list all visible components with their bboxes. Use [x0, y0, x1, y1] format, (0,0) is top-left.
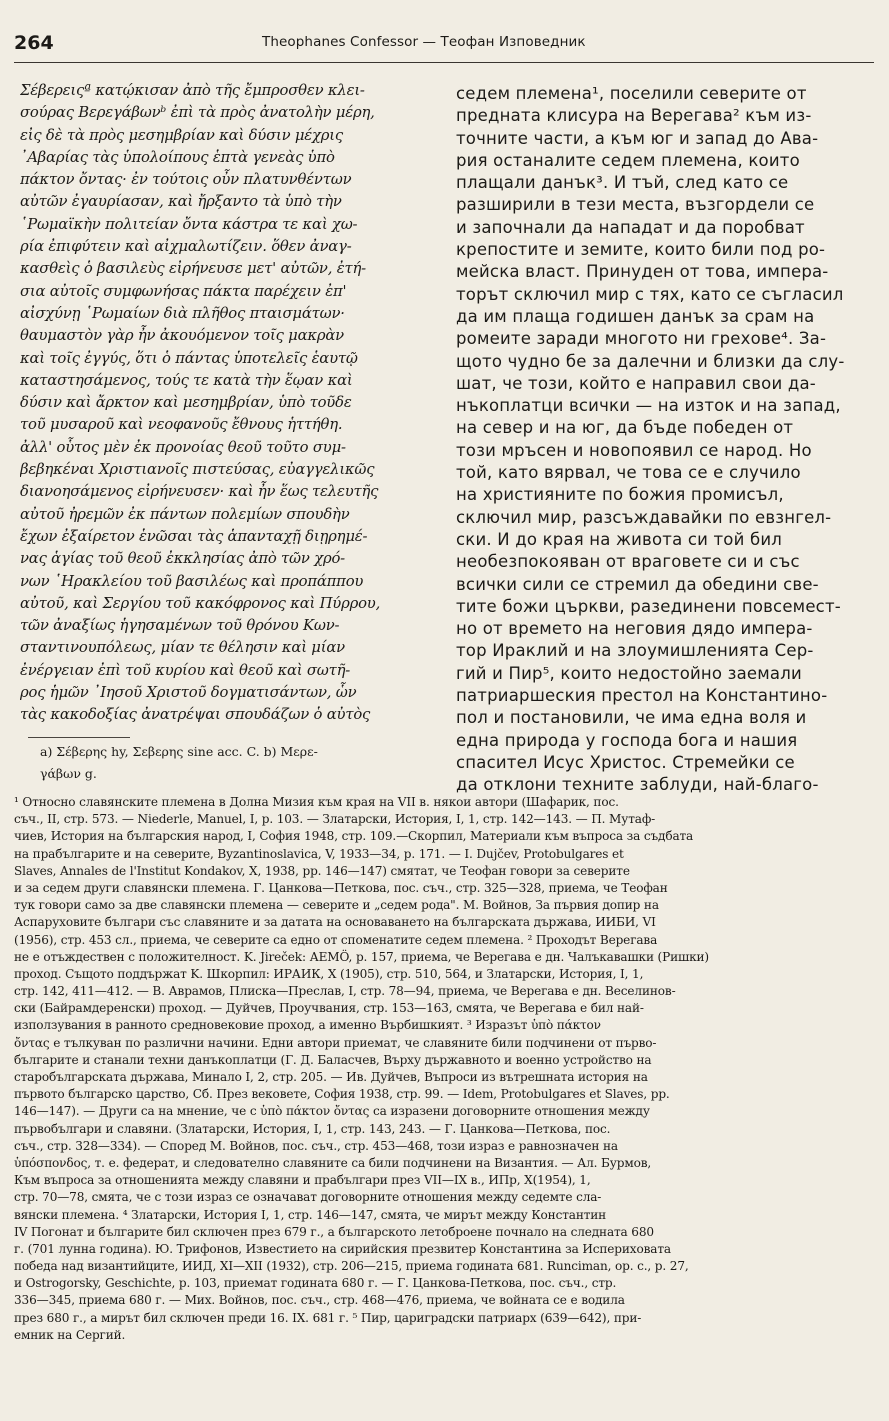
footnote-line: тук говори само за две славянски племена — северите и „седем рода". М. Войнов, За първия допир на	[14, 898, 659, 913]
bulgarian-text-line: точните части, а към юг и запад до Ава-	[456, 128, 819, 148]
page-number: 264	[14, 32, 54, 54]
bulgarian-text-line: и започнали да нападат и да поробват	[456, 217, 805, 237]
bulgarian-text-line: една природа у господа бога и нашия	[456, 730, 798, 750]
greek-text-line: τὰς κακοδοξίας ἀνατρέψαι σπουδάζων ὁ αὐτὸς	[20, 706, 371, 724]
footnote-line: (1956), стр. 453 сл., приема, че северите са едно от споменатите седем племена. ² Проходът Верегава	[14, 932, 658, 947]
bulgarian-text-line: сключил мир, разсъждавайки по евзнгел-	[456, 507, 832, 527]
footnote-line: използувания в ранното средновековие проход, а именно Върбишкият. ³ Изразът ὑπὸ πάκτον	[14, 1018, 601, 1033]
greek-text-line: βεβηκέναι Χριστιανοῖς πιστεύσας, εὐαγγελικῶς	[20, 461, 375, 479]
footnote-line: старобългарската държава, Минало I, 2, стр. 205. — Ив. Дуйчев, Въпроси из вътрешната история на	[14, 1070, 648, 1084]
greek-text-line: τοῦ μυσαροῦ καὶ νεοφανοῦς ἔθνους ἡττήθη.	[20, 416, 343, 434]
bulgarian-text-line: крепостите и земите, които били под ро-	[456, 240, 826, 260]
footnote-line: и за седем други славянски племена. Г. Цанкова—Петкова, пос. съч., стр. 325—328, приема, че Теофан	[14, 880, 668, 895]
greek-text-line: ἐνέργειαν ἐπὶ τοῦ κυρίου καὶ θεοῦ καὶ σωτῆ-	[20, 661, 351, 679]
footnote-line: чиев, История на българския народ, I, София 1948, стр. 109.—Скорпил, Материали към въпроса за съдбата	[14, 829, 694, 844]
greek-text-line: ῾Ρωμαϊκὴν πολιτείαν ὄντα κάστρα τε καὶ χω-	[20, 215, 358, 233]
greek-text-line: σια αὐτοῖς συμφωνήσας πάκτα παρέχειν ἐπ'	[20, 282, 347, 300]
footnote-line: победа над византийците, ИИД, XI—XII (1932), стр. 206—215, приема годината 681. Runciman, op. c., p. 27,	[14, 1259, 689, 1274]
greek-text-line: σούρας Βερεγάβωνᵇ ἐπὶ τὰ πρὸς ἀνατολὴν μέρη,	[20, 104, 375, 122]
bulgarian-text-line: спасител Исус Христос. Стремейки се	[456, 752, 795, 772]
bulgarian-text-line: на север и на юг, да бъде победен от	[456, 418, 794, 438]
footnote-line: първото българско царство, Сб. През вековете, София 1938, стр. 99. — Idem, Protobulgares et Slaves, pp.	[14, 1087, 670, 1102]
footnote-line: на прабългарите и на северите, Byzantinoslavica, V, 1933—34, p. 171. — I. Dujčev, Protobulgares et	[14, 846, 624, 861]
bulgarian-translation-column	[456, 83, 880, 797]
greek-text-line: αἰσχύνῃ ῾Ρωμαίων διὰ πλῆθος πταισμάτων·	[20, 304, 345, 322]
footnote-line: стр. 142, 411—412. — В. Аврамов, Плиска—Преслав, I, стр. 78—94, приема, че Верегава е дн. Веселинов-	[14, 984, 676, 999]
footnote-line: ски (Байрамдеренски) проход. — Дуйчев, Проучвания, стр. 153—163, смята, че Верегава е бил най-	[14, 1001, 644, 1016]
bulgarian-text-line: нъкоплатци всички — на изток и на запад,	[456, 396, 841, 416]
greek-text-line: ρος ἡμῶν ᾿Ιησοῦ Χριστοῦ δογματισάντων, ὧν	[20, 684, 357, 702]
greek-text-column	[20, 80, 443, 727]
footnote-line: през 680 г., а мирът бил сключен преди 16. IX. 681 г. ⁵ Пир, цариградски патриарх (639—642), при-	[14, 1310, 642, 1325]
footnote-line: 146—147). — Други са на мнение, че с ὑπὸ πάκτον ὄντας са изразени договорните отношения между	[14, 1104, 650, 1119]
greek-text-line: νων ῾Ηρακλείου τοῦ βασιλέως καὶ προπάππου	[20, 572, 364, 590]
footnote-line: Slaves, Annales de l'Institut Kondakov, X, 1938, pp. 146—147) смятат, че Теофан говори за северите	[14, 863, 630, 878]
bulgarian-text-line: патриаршеския престол на Константино-	[456, 686, 828, 706]
footnote-line: ¹ Относно славянските племена в Долна Мизия към края на VII в. някои автори (Шафарик, пос.	[14, 795, 619, 809]
bulgarian-text-line: гий и Пир⁵, които недостойно заемали	[456, 663, 802, 683]
apparatus-divider	[28, 737, 130, 738]
greek-text-line: πάκτον ὄντας· ἐν τούτοις οὖν πλατυνθέντων	[20, 171, 352, 189]
greek-text-line: καὶ τοῖς ἐγγύς, ὅτι ὁ πάντας ὑποτελεῖς ἑαυτῷ	[20, 349, 358, 367]
footnote-line: не е отъждествен с положителност. K. Jireček: АЕМÖ, p. 157, приема, че Верегава е дн. Чалъкавашки (Ришки)	[14, 949, 709, 964]
bulgarian-text-line: мейска власт. Принуден от това, импера-	[456, 262, 829, 282]
bulgarian-text-line: да им плаща годишен данък за срам на	[456, 306, 815, 326]
critical-apparatus	[40, 741, 440, 784]
bulgarian-text-line: необезпокояван от враговете си и със	[456, 552, 800, 572]
bulgarian-text-line: пол и постановили, че има една воля и	[456, 708, 807, 728]
footnote-line: и Ostrogorsky, Geschichte, p. 103, приемат годината 680 г. — Г. Цанкова-Петкова, пос. съч., стр.	[14, 1276, 617, 1291]
greek-text-line: ἀλλ' οὗτος μὲν ἐκ προνοίας θεοῦ τοῦτο συμ-	[20, 438, 346, 456]
footnote-line: ὑπόσπονδος, т. е. федерат, и следователно славяните са били подчинени на Византия. — Ал. Бурмов,	[14, 1155, 652, 1170]
footnote-line: ὄντας е тълкуван по различни начини. Едни автори приемат, че славяните били подчинени от първо-	[14, 1035, 657, 1050]
footnote-line: Към въпроса за отношенията между славяни и прабългари през VII—IX в., ИПр, X(1954), 1,	[14, 1173, 591, 1188]
footnote-line: стр. 70—78, смята, че с този израз се означават договорните отношения между седемте сла-	[14, 1190, 602, 1205]
bulgarian-text-line: тите божи църкви, разединени повсемест-	[456, 596, 841, 616]
bulgarian-text-line: ски. И до края на живота си той бил	[456, 529, 782, 549]
bulgarian-text-line: предната клисура на Верегава² към из-	[456, 106, 812, 126]
footnote-line: първобългари и славяни. (Златарски, История, I, 1, стр. 143, 243. — Г. Цанкова—Петкова, пос.	[14, 1121, 611, 1136]
footnote-line: съч., стр. 328—334). — Според М. Войнов, пос. съч., стр. 453—468, този израз е равнозначен на	[14, 1138, 618, 1153]
footnotes	[14, 794, 876, 1344]
greek-text-line: αὐτοῦ ἠρεμῶν ἐκ πάντων πολεμίων σπουδὴν	[20, 505, 350, 523]
bulgarian-text-line: на християните по божия промисъл,	[456, 485, 784, 505]
footnote-line: българите и станали техни данъкоплатци (Г. Д. Баласчев, Върху държавното и военно устройство на	[14, 1052, 652, 1067]
page-header	[14, 32, 874, 63]
bulgarian-text-line: плащали данък³. И тъй, след като се	[456, 173, 789, 193]
greek-text-line: σταντινουπόλεως, μίαν τε θέλησιν καὶ μίαν	[20, 639, 345, 657]
apparatus-line: a) Σέβερης hy, Σεβερης sine acc. C. b) Μερε-	[40, 744, 318, 759]
footnote-line: вянски племена. ⁴ Златарски, История I, 1, стр. 146—147, смята, че мирът между Константин	[14, 1207, 607, 1222]
greek-text-line: Σέβερειςª κατῴκισαν ἀπὸ τῆς ἔμπροσθεν κλει-	[20, 82, 365, 99]
footnote-line: IV Погонат и българите бил сключен през 679 г., а българското летоброене почнало на следната 680	[14, 1224, 654, 1239]
bulgarian-text-line: но от времето на неговия дядо импера-	[456, 619, 813, 639]
bulgarian-text-line: всички сили се стремил да обедини све-	[456, 574, 819, 594]
greek-text-line: διανοησάμενος εἰρήνευσεν· καὶ ἦν ἕως τελευτῆς	[20, 483, 379, 501]
footnote-line: Аспаруховите българи със славяните и за датата на основаването на българската държава, ИИБИ, VI	[14, 915, 656, 930]
bulgarian-text-line: този мръсен и новопоявил се народ. Но	[456, 440, 812, 460]
bulgarian-text-line: той, като вярвал, че това се е случило	[456, 463, 801, 483]
bulgarian-text-line: разширили в тези места, възгордели се	[456, 195, 815, 215]
greek-text-line: ᾿Αβαρίας τὰς ὑπολοίπους ἑπτὰ γενεὰς ὑπὸ	[20, 148, 335, 166]
footnote-line: г. (701 лунна година). Ю. Трифонов, Известието на сирийския презвитер Константина за Испериховата	[14, 1241, 671, 1256]
apparatus-line: γάβων g.	[40, 765, 97, 781]
greek-text-line: ἔχων ἐξαίρετον ἑνῶσαι τὰς ἁπανταχῇ διῃρημέ-	[20, 527, 368, 545]
bulgarian-text-line: щото чудно бе за далечни и близки да слу-	[456, 351, 845, 371]
greek-text-line: θαυμαστὸν γὰρ ἦν ἀκουόμενον τοῖς μακρὰν	[20, 327, 344, 345]
footnote-line: съч., II, стр. 573. — Niederle, Manuel, I, p. 103. — Златарски, История, I, 1, стр. 142—143. — П. Мутаф-	[14, 812, 656, 827]
greek-text-line: ρία ἐπιφύτειν καὶ αἰχμαλωτίζειν. ὅθεν ἀναγ-	[20, 238, 352, 256]
bulgarian-text-line: седем племена¹, поселили северите от	[456, 84, 807, 103]
greek-text-line: αὐτῶν ἐγαυρίασαν, καὶ ἤρξαντο τὰ ὑπὸ τὴν	[20, 193, 342, 211]
greek-text-line: καταστησάμενος, τούς τε κατὰ τὴν ἕῳαν καὶ	[20, 371, 353, 389]
bulgarian-text-line: шат, че този, който е направил свои да-	[456, 373, 816, 393]
bulgarian-text-line: тор Ираклий и на злоумишленията Сер-	[456, 641, 814, 661]
greek-text-line: νας ἁγίας τοῦ θεοῦ ἐκκλησίας ἀπὸ τῶν χρό-	[20, 550, 345, 568]
bulgarian-text-line: ромеите заради многото ни грехове⁴. За-	[456, 329, 827, 349]
greek-text-line: τῶν ἀναξίως ἡγησαμένων τοῦ θρόνου Κων-	[20, 617, 340, 635]
greek-text-line: εἰς δὲ τὰ πρὸς μεσημβρίαν καὶ δύσιν μέχρις	[20, 126, 343, 144]
bulgarian-text-line: да отклони техните заблуди, най-благо-	[456, 775, 819, 795]
running-head: Theophanes Confessor — Теофан Изповедник	[262, 34, 586, 50]
greek-text-line: αὐτοῦ, καὶ Σεργίου τοῦ κακόφρονος καὶ Πύρρου,	[20, 594, 381, 612]
bulgarian-text-line: торът сключил мир с тях, като се съгласил	[456, 284, 844, 304]
greek-text-line: δύσιν καὶ ἄρκτον καὶ μεσημβρίαν, ὑπὸ τοῦδε	[20, 394, 352, 412]
greek-text-line: κασθεὶς ὁ βασιλεὺς εἰρήνευσε μετ' αὐτῶν, ἐτή-	[20, 260, 366, 278]
bulgarian-text-line: рия останалите седем племена, които	[456, 150, 800, 170]
footnote-line: емник на Сергий.	[14, 1327, 126, 1342]
footnote-line: проход. Същото поддържат K. Шкорпил: ИРАИК, X (1905), стр. 510, 564, и Златарски, История, I, 1,	[14, 966, 644, 981]
footnote-line: 336—345, приема 680 г. — Мих. Войнов, пос. съч., стр. 468—476, приема, че войната се е водила	[14, 1293, 625, 1308]
